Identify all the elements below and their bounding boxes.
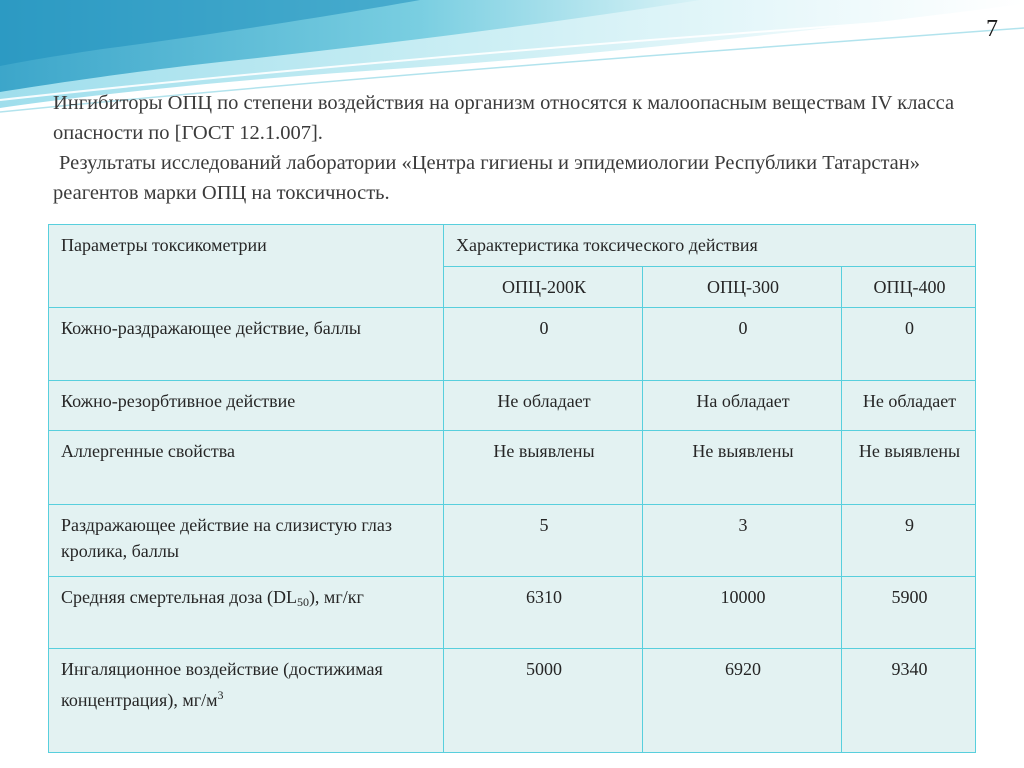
table-row (49, 308, 976, 381)
product-header: ОПЦ-200К (444, 267, 643, 308)
row-value: Не выявлены (444, 431, 643, 505)
table-row (49, 381, 976, 431)
page-number: 7 (986, 16, 998, 42)
row-value: Не обладает (842, 381, 976, 431)
intro-paragraph-1: Ингибиторы ОПЦ по степени воздействия на организм относятся к малоопасным веществам IV класса опасности по [ГОСТ 12.1.007]. (53, 92, 955, 144)
param-tail: ), мг/кг (308, 587, 364, 607)
row-value: 10000 (643, 577, 842, 649)
param-text: Средняя смертельная доза (DL (61, 587, 297, 607)
row-value: 0 (842, 308, 976, 381)
product-header: ОПЦ-300 (643, 267, 842, 308)
header-params: Параметры токсикометрии (49, 225, 444, 308)
intro-paragraph-2: Результаты исследований лаборатории «Центра гигиены и эпидемиологии Республики Татарстан» реагентов марки ОПЦ на токсичность. (53, 152, 920, 204)
row-param: Аллергенные свойства (49, 431, 444, 505)
row-value: 0 (444, 308, 643, 381)
row-value: 5000 (444, 649, 643, 753)
param-subscript: 50 (296, 595, 309, 609)
header-characteristic: Характеристика токсического действия (444, 225, 976, 267)
table-row (49, 577, 976, 649)
row-param (49, 649, 444, 753)
row-value: 9 (842, 505, 976, 577)
param-text: Ингаляционное воздействие (достижимая концентрация), мг/м (61, 659, 383, 710)
row-value: 9340 (842, 649, 976, 753)
row-value: Не выявлены (842, 431, 976, 505)
product-header: ОПЦ-400 (842, 267, 976, 308)
toxicity-table (48, 224, 976, 753)
row-param: Раздражающее действие на слизистую глаз кролика, баллы (49, 505, 444, 577)
row-value: 0 (643, 308, 842, 381)
table-row (49, 649, 976, 753)
row-value: Не выявлены (643, 431, 842, 505)
table-row (49, 505, 976, 577)
param-superscript: 3 (217, 688, 224, 702)
row-value: На обладает (643, 381, 842, 431)
row-value: Не обладает (444, 381, 643, 431)
table-row (49, 431, 976, 505)
row-value: 3 (643, 505, 842, 577)
row-value: 6310 (444, 577, 643, 649)
row-param: Кожно-раздражающее действие, баллы (49, 308, 444, 381)
row-value: 5 (444, 505, 643, 577)
intro-text (53, 88, 993, 208)
row-param (49, 577, 444, 649)
row-value: 5900 (842, 577, 976, 649)
row-value: 6920 (643, 649, 842, 753)
row-param: Кожно-резорбтивное действие (49, 381, 444, 431)
